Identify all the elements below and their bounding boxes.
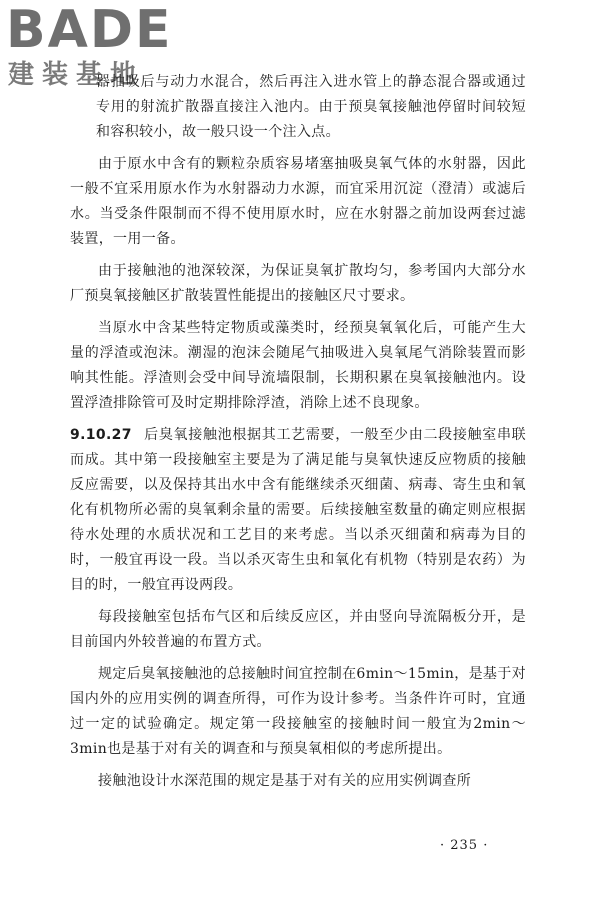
watermark-subtitle: 建装基地 xyxy=(8,60,145,90)
clause-text: 后臭氧接触池根据其工艺需要，一般至少由二段接触室串联而成。其中第一段接触室主要是为了满足能与臭氧快速反应物质的接触反应需要，以及保持其出水中含有能继续杀灭细菌、病毒、寄生虫和氧化有机物所必需的臭氧剩余量的需要。后续接触室数量的确定则应根据待水处理的水质状况和工艺目的来考虑。当以杀灭细菌和病毒为目的时，一般宜再设一段。当以杀灭寄生虫和氧化有机物（特别是农药）为目的时，一般宜再设两段。 xyxy=(70,427,526,593)
clause-paragraph xyxy=(70,423,526,598)
paragraph: 器抽吸后与动力水混合，然后再注入进水管上的静态混合器或通过专用的射流扩散器直接注入池内。由于预臭氧接触池停留时间较短和容积较小，故一般只设一个注入点。 xyxy=(96,74,526,140)
paragraph: 当原水中含某些特定物质或藻类时，经预臭氧氧化后，可能产生大量的浮渣或泡沫。潮湿的泡沫会随尾气抽吸进入臭氧尾气消除装置而影响其性能。浮渣则会受中间导流墙限制，长期积累在臭氧接触池内。设置浮渣排除管可及时定期排除浮渣，消除上述不良现象。 xyxy=(70,320,526,411)
page-body xyxy=(70,70,526,801)
watermark-brand: BADE xyxy=(6,0,173,60)
paragraph: 由于接触池的池深较深，为保证臭氧扩散均匀，参考国内大部分水厂预臭氧接触区扩散装置性能提出的接触区尺寸要求。 xyxy=(70,263,526,304)
clause-number: 9.10.27 xyxy=(70,427,132,443)
paragraph: 接触池设计水深范围的规定是基于对有关的应用实例调查所 xyxy=(98,773,472,789)
page-number: · 235 · xyxy=(440,838,489,853)
paragraph: 由于原水中含有的颗粒杂质容易堵塞抽吸臭氧气体的水射器，因此一般不宜采用原水作为水射器动力水源，而宜采用沉淀（澄清）或滤后水。当受条件限制而不得不使用原水时，应在水射器之前加设两套过滤装置，一用一备。 xyxy=(70,156,526,247)
paragraph: 每段接触室包括布气区和后续反应区，并由竖向导流隔板分开，是目前国内外较普遍的布置方式。 xyxy=(70,609,526,650)
paragraph: 规定后臭氧接触池的总接触时间宜控制在6min～15min，是基于对国内外的应用实例的调查所得，可作为设计参考。当条件许可时，宜通过一定的试验确定。规定第一段接触室的接触时间一般宜为2min～3min也是基于对有关的调查和与预臭氧相似的考虑所提出。 xyxy=(70,666,526,757)
